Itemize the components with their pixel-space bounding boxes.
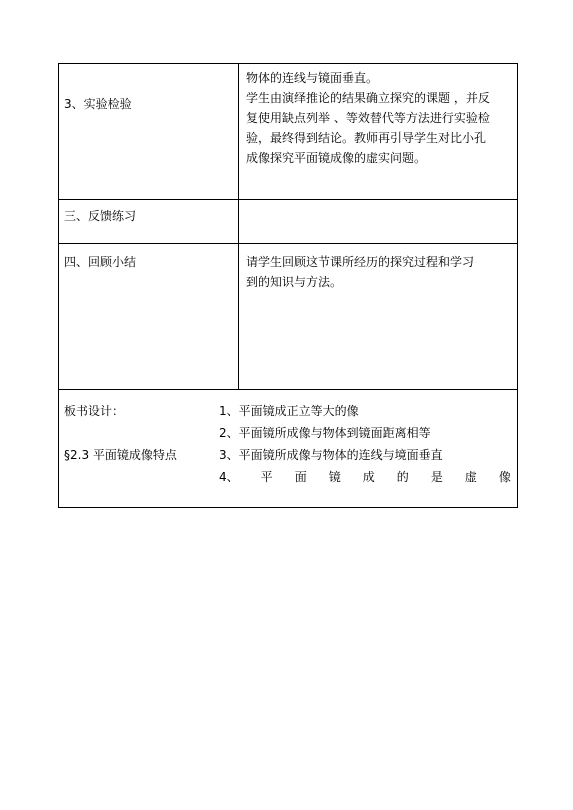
step-content-cell [239, 244, 518, 390]
board-item-char: 镜 [328, 470, 341, 484]
content-line: 物体的连线与镜面垂直。 [246, 71, 379, 85]
board-left-column [64, 400, 214, 466]
board-items [219, 400, 511, 488]
step-content-cell [239, 64, 518, 200]
table-row-review [59, 244, 518, 390]
content-line: 学生由演绎推论的结果确立探究的课题 ，并反 [246, 91, 490, 105]
board-subtitle: §2.3 平面镜成像特点 [64, 448, 177, 462]
board-item-char: 4、 [219, 470, 239, 484]
content-line: 请学生回顾这节课所经历的探究过程和学习 [246, 255, 475, 269]
board-item-char: 虚 [464, 470, 477, 484]
step-label-cell [59, 244, 239, 390]
table-row-board-design [59, 390, 518, 508]
board-item-char: 的 [396, 470, 409, 484]
step-label-cell [59, 200, 239, 244]
board-design-cell [59, 390, 518, 508]
board-item-char: 平 [260, 470, 273, 484]
table-row-feedback [59, 200, 518, 244]
board-item-char: 是 [430, 470, 443, 484]
step-label: 3、实验检验 [64, 97, 132, 111]
board-item-spread [219, 466, 511, 488]
step-content-cell [239, 200, 518, 244]
board-item-char: 成 [362, 470, 375, 484]
board-item-char: 面 [294, 470, 307, 484]
lesson-plan-table [58, 63, 518, 508]
board-item-char: 像 [498, 470, 511, 484]
content-line: 成像探究平面镜成像的虚实问题。 [246, 151, 427, 165]
step-label: 三、反馈练习 [64, 209, 137, 223]
board-item: 1、平面镜成正立等大的像 [219, 404, 359, 418]
board-item: 3、平面镜所成像与物体的连线与境面垂直 [219, 448, 443, 462]
content-line: 复使用缺点列举 、等效替代等方法进行实验检 [246, 111, 490, 125]
table-row-experiment [59, 64, 518, 200]
step-label: 四、回顾小结 [64, 255, 137, 269]
content-line: 验，最终得到结论。教师再引导学生对比小孔 [246, 131, 487, 145]
content-line: 到的知识与方法。 [246, 275, 343, 289]
step-label-cell [59, 64, 239, 200]
board-item: 2、平面镜所成像与物体到镜面距离相等 [219, 426, 431, 440]
board-title: 板书设计： [64, 404, 125, 418]
